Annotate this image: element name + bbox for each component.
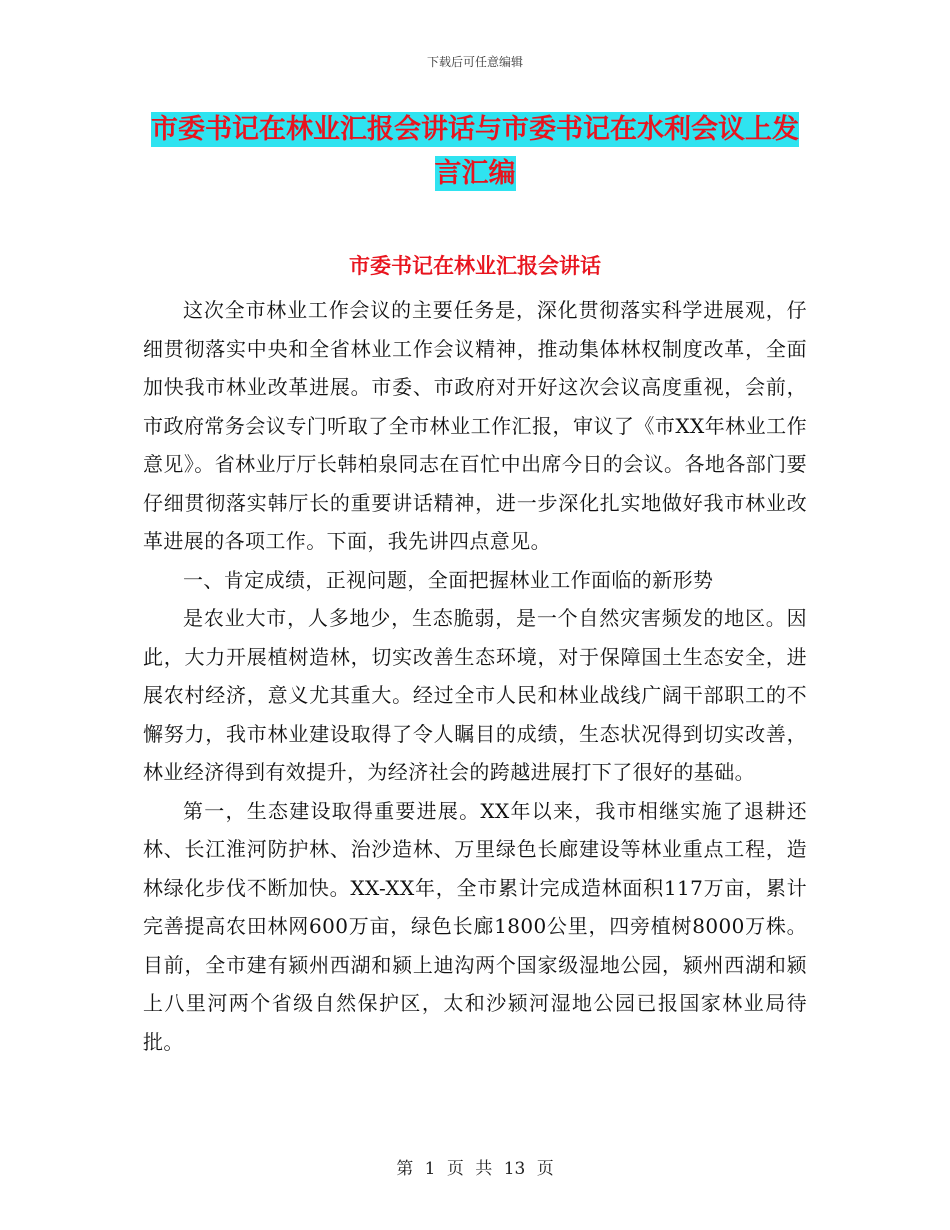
paragraph-first-point: 第一，生态建设取得重要进展。XX年以来，我市相继实施了退耕还林、长江淮河防护林、治沙造林、万里绿色长廊建设等林业重点工程，造林绿化步伐不断加快。XX-XX年，全市累计完成造林面积117万亩，累计完善提高农田林网600万亩，绿色长廊1800公里，四旁植树8000万株。目前，全市建有颍州西湖和颍上迪沟两个国家级湿地公园，颍州西湖和颍上八里河两个省级自然保护区，太和沙颍河湿地公园已报国家林业局待批。 (143, 798, 807, 1054)
page-footer: 第 1 页 共 13 页 (396, 1159, 554, 1179)
header-note: 下载后可任意编辑 (426, 55, 523, 69)
document-title-text: 市委书记在林业汇报会讲话与市委书记在水利会议上发言汇编 (151, 114, 799, 189)
paragraph-intro: 这次全市林业工作会议的主要任务是，深化贯彻落实科学进展观，仔细贯彻落实中央和全省林业工作会议精神，推动集体林权制度改革，全面加快我市林业改革进展。市委、市政府对开好这次会议高度重视，会前，市政府常务会议专门听取了全市林业工作汇报，审议了《市XX年林业工作意见》。省林业厅厅长韩柏泉同志在百忙中出席今日的会议。各地各部门要仔细贯彻落实韩厅长的重要讲话精神，进一步深化扎实地做好我市林业改革进展的各项工作。下面，我先讲四点意见。 (143, 298, 807, 553)
document-body (143, 291, 807, 1061)
document-title (143, 108, 807, 196)
paragraph-background: 是农业大市，人多地少，生态脆弱，是一个自然灾害频发的地区。因此，大力开展植树造林，切实改善生态环境，对于保障国土生态安全，进展农村经济，意义尤其重大。经过全市人民和林业战线广阔干部职工的不懈努力，我市林业建设取得了令人瞩目的成绩，生态状况得到切实改善，林业经济得到有效提升，为经济社会的跨越进展打下了很好的基础。 (143, 606, 807, 784)
paragraph-heading-one: 一、肯定成绩，正视问题，全面把握林业工作面临的新形势 (183, 567, 714, 592)
section-title: 市委书记在林业汇报会讲话 (349, 254, 601, 278)
